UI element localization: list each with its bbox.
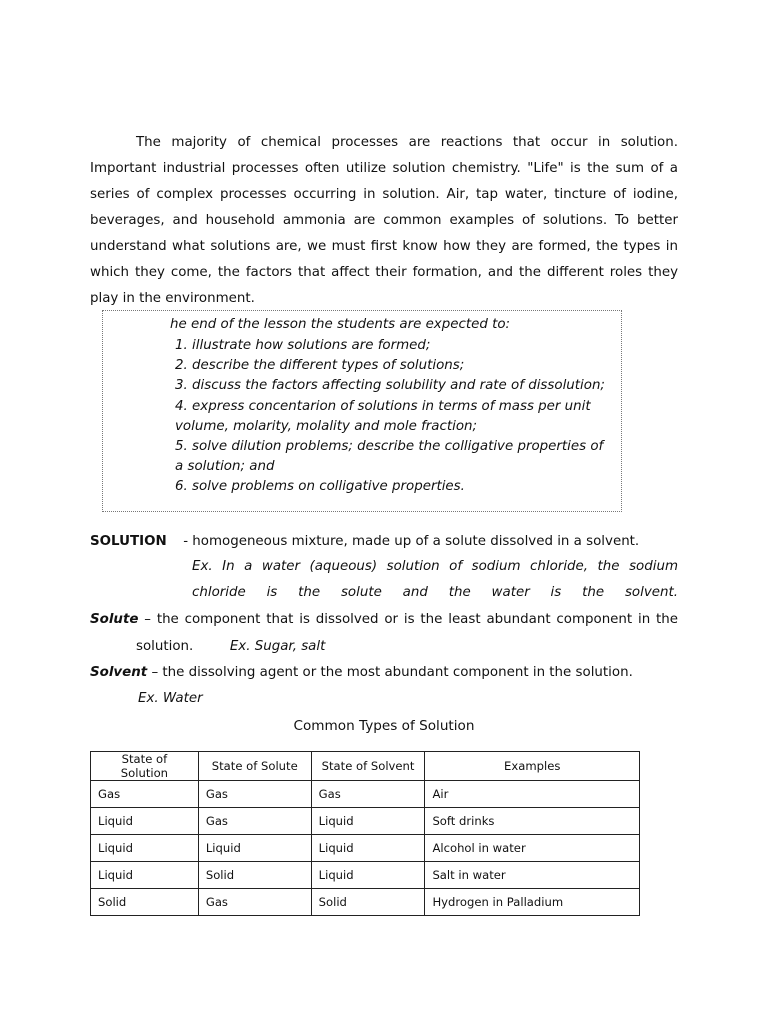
solvent-term: Solvent — [90, 665, 148, 680]
table-header-cell: Examples — [425, 752, 640, 781]
solute-definition-text-cont: solution. — [136, 639, 194, 654]
table-cell: Solid — [198, 862, 311, 889]
solute-definition-text: – the component that is dissolved or is the least abundant component in the — [144, 612, 679, 627]
objective-item: 1. illustrate how solutions are formed; — [175, 338, 431, 353]
table-cell: Soft drinks — [425, 808, 640, 835]
table-cell: Liquid — [311, 862, 425, 889]
table-cell: Solid — [91, 889, 199, 916]
table-cell: Hydrogen in Palladium — [425, 889, 640, 916]
table-title: Common Types of Solution — [293, 718, 475, 734]
table-header-row — [91, 752, 640, 781]
table-cell: Gas — [311, 781, 425, 808]
table-cell: Air — [425, 781, 640, 808]
table-row — [91, 808, 640, 835]
solute-definition — [90, 610, 678, 630]
table-cell: Liquid — [311, 808, 425, 835]
table-cell: Liquid — [91, 862, 199, 889]
solution-definition — [90, 532, 678, 552]
objectives-list — [175, 336, 610, 498]
table-row — [91, 889, 640, 916]
solution-term: SOLUTION — [90, 534, 167, 549]
table-cell: Liquid — [198, 835, 311, 862]
table-cell: Gas — [198, 889, 311, 916]
solvent-definition — [90, 663, 678, 683]
table-cell: Gas — [198, 808, 311, 835]
table-cell: Liquid — [91, 835, 199, 862]
table-cell: Gas — [198, 781, 311, 808]
solute-definition-continued — [136, 637, 676, 657]
table-cell: Liquid — [311, 835, 425, 862]
solute-term: Solute — [90, 612, 139, 627]
solvent-example: Ex. Water — [138, 691, 203, 706]
table-cell: Salt in water — [425, 862, 640, 889]
solution-example: Ex. In a water (aqueous) solution of sodium chloride, the sodium chloride is the solute and the water is the solvent. — [192, 559, 678, 600]
solution-definition-text: - homogeneous mixture, made up of a solute dissolved in a solvent. — [183, 534, 640, 549]
intro-paragraph: The majority of chemical processes are reactions that occur in solution. Important industrial processes often utilize solution chemistry. "Life" is the sum of a series of complex processes occurring in solution. Air, tap water, tincture of iodine, beverages, and household ammonia are common examples of solutions. To better understand what solutions are, we must first know how they are formed, the types in which they come, the factors that affect their formation, and the different roles they play in the environment. — [90, 135, 678, 306]
solution-types-table — [90, 751, 640, 916]
table-header-cell: State of Solution — [91, 752, 199, 781]
table-row — [91, 835, 640, 862]
objectives-intro: he end of the lesson the students are expected to: — [170, 317, 511, 332]
learning-objectives-box — [102, 310, 622, 512]
solute-example: Ex. Sugar, salt — [229, 639, 326, 654]
table-header-cell: State of Solute — [198, 752, 311, 781]
table-row — [91, 862, 640, 889]
table-cell: Gas — [91, 781, 199, 808]
objective-item: 6. solve problems on colligative properties. — [175, 479, 465, 495]
objective-item: 2. describe the different types of solutions; — [175, 358, 465, 374]
objective-item: 5. solve dilution problems; describe the colligative properties of a solution; and — [175, 439, 604, 475]
table-row — [91, 781, 640, 808]
table-cell: Liquid — [91, 808, 199, 835]
objective-item: 4. express concentarion of solutions in terms of mass per unit volume, molarity, molality and mole fraction; — [175, 398, 591, 434]
solvent-definition-text: – the dissolving agent or the most abundant component in the solution. — [151, 665, 633, 680]
table-cell: Solid — [311, 889, 425, 916]
table-cell: Alcohol in water — [425, 835, 640, 862]
table-header-cell: State of Solvent — [311, 752, 425, 781]
objective-item: 3. discuss the factors affecting solubility and rate of dissolution; — [175, 378, 605, 394]
